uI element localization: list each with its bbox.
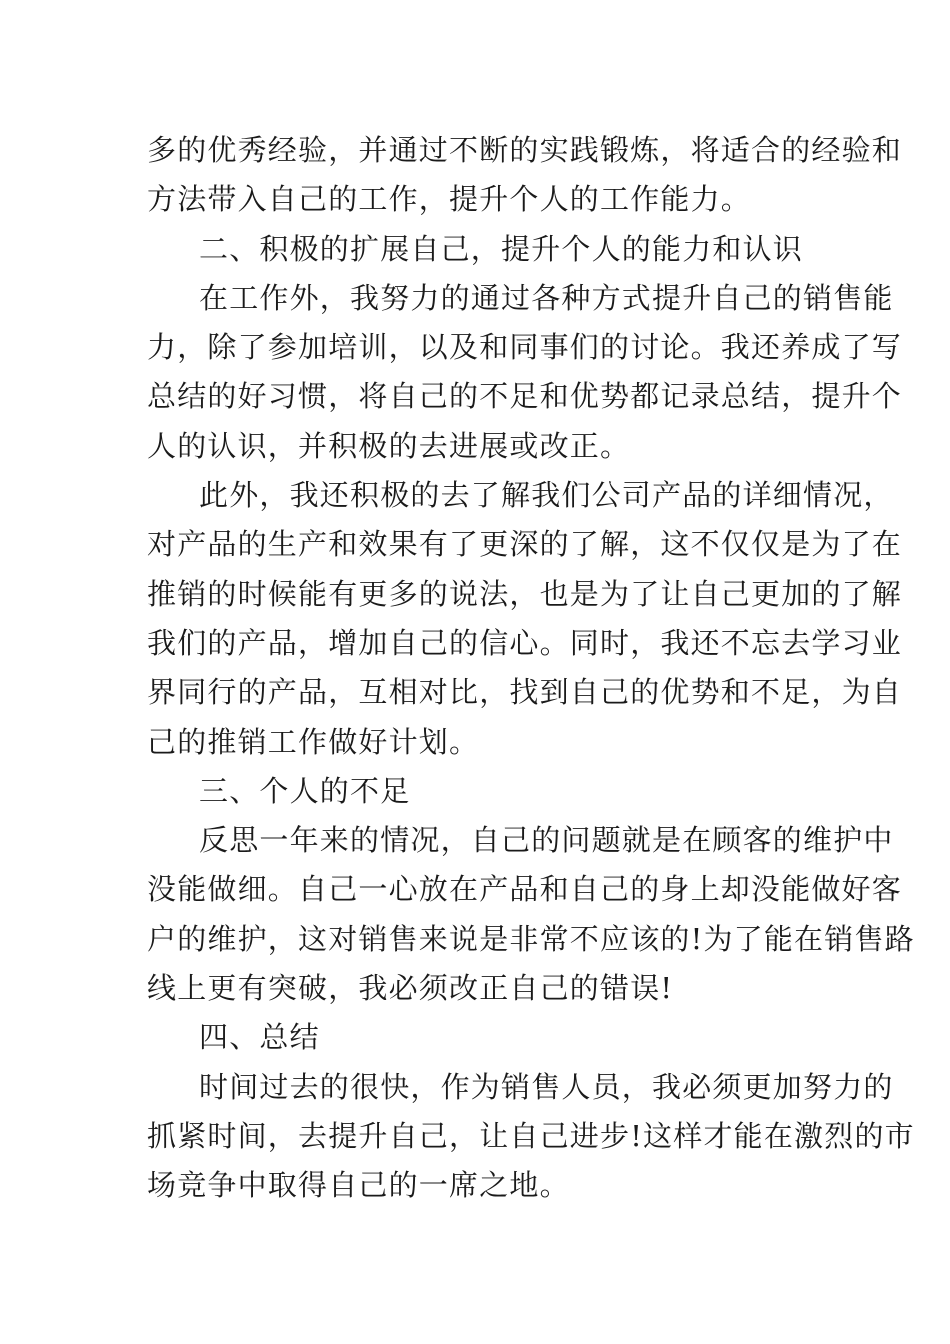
text-line: 反思一年来的情况，自己的问题就是在顾客的维护中 (199, 823, 894, 858)
text-line: 没能做细。自己一心放在产品和自己的身上却没能做好客 (147, 872, 903, 907)
text-line: 线上更有突破，我必须改正自己的错误! (147, 971, 674, 1006)
text-line: 己的推销工作做好计划。 (147, 724, 480, 759)
text-line: 界同行的产品，互相对比，找到自己的优势和不足，为自 (147, 675, 903, 710)
text-line: 时间过去的很快，作为销售人员，我必须更加努力的 (199, 1069, 894, 1104)
text-line: 多的优秀经验，并通过不断的实践锻炼，将适合的经验和 (147, 133, 903, 167)
text-line: 力，除了参加培训，以及和同事们的讨论。我还养成了写 (147, 330, 903, 365)
text-line: 户的维护，这对销售来说是非常不应该的!为了能在销售路 (147, 921, 915, 956)
section-heading-4: 四、总结 (199, 1020, 320, 1055)
text-line: 此外，我还积极的去了解我们公司产品的详细情况， (199, 478, 894, 513)
section-heading-3: 三、个人的不足 (199, 773, 411, 808)
text-line: 在工作外，我努力的通过各种方式提升自己的销售能 (199, 280, 894, 315)
text-line: 推销的时候能有更多的说法，也是为了让自己更加的了解 (147, 576, 903, 611)
text-line: 总结的好习惯，将自己的不足和优势都记录总结，提升个 (147, 379, 903, 414)
text-line: 方法带入自己的工作，提升个人的工作能力。 (147, 182, 752, 217)
section-heading-2: 二、积极的扩展自己，提升个人的能力和认识 (199, 231, 804, 266)
document-body (147, 126, 915, 1211)
text-line: 人的认识，并积极的去进展或改正。 (147, 428, 631, 463)
text-line: 抓紧时间，去提升自己，让自己进步!这样才能在激烈的市 (147, 1118, 915, 1153)
text-line: 场竞争中取得自己的一席之地。 (147, 1168, 570, 1203)
text-line: 对产品的生产和效果有了更深的了解，这不仅仅是为了在 (147, 527, 903, 562)
text-line: 我们的产品，增加自己的信心。同时，我还不忘去学习业 (147, 625, 903, 660)
